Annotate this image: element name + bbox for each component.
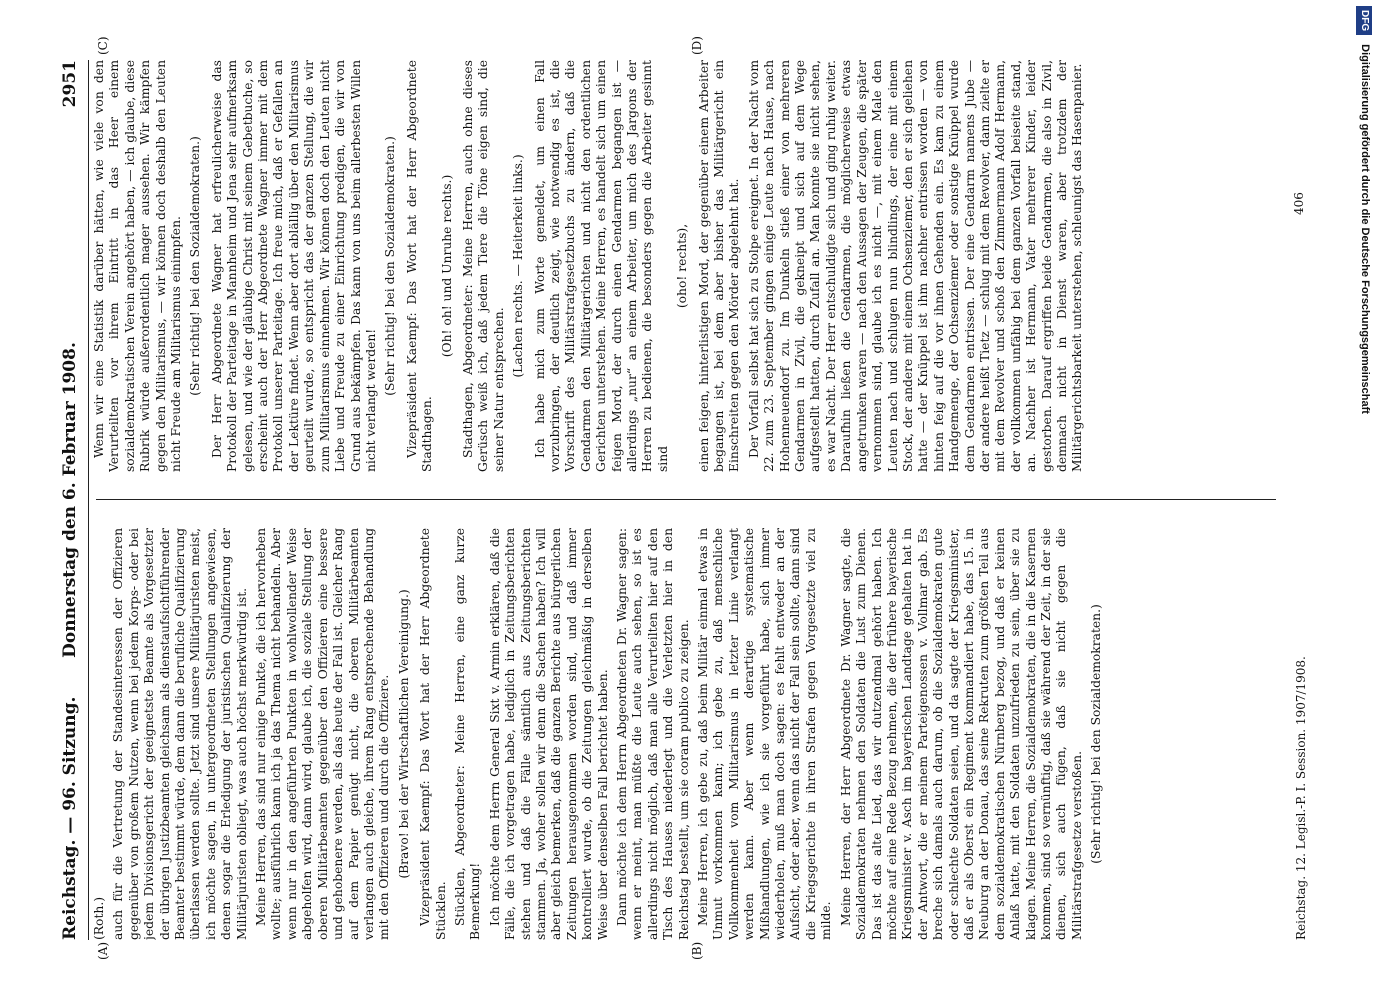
left-column-paragraph: (Roth.) xyxy=(92,896,106,940)
left-column-paragraph: Meine Herren, das sind nur einige Punkte, die ich hervorheben wollte; ausführlich kann ich ja das Thema nicht behandeln. Aber wenn nur in den angeführten Punkten in wohlwollender Weise abgeholfen wird, dann wird, glaube ich, die soziale Stellung der oberen Militärbeamten gegenüber den Offizieren eine bessere und gehobenere werden, als das heute der Fall ist. Gleicher Rang auf dem Papier genügt nicht, die oberen Militärbeamten verlangen auch gleiche, ihrem Rang entsprechende Behandlung mit den Offizieren und durch die Offiziere. xyxy=(254,528,392,940)
left-column xyxy=(92,528,1342,940)
left-column-paragraph: Ich möchte dem Herrn General Sixt v. Armin erklären, daß die Fälle, die ich vorgetragen habe, lediglich in Zeitungsberichten stehen und daß die Fälle sämtlich aus Zeitungsberichten stammen. Ja, woher sollen wir denn die Sachen haben? Ich will aber gleich bemerken, daß die ganzen Berichte aus bürgerlichen Zeitungen herausgenommen worden sind, und daß immer kontrolliert wurde, ob die Zeitungen gleichmäßig in derselben Weise über denselben Fall berichtet haben. xyxy=(487,528,610,940)
margin-mark-c: (C) xyxy=(96,36,110,55)
credit-strip xyxy=(1352,6,1378,996)
right-column-paragraph: (Sehr richtig! bei den Sozialdemokraten.) xyxy=(383,136,398,396)
right-column-paragraph: (Oh! oh! und Unruhe rechts.) xyxy=(439,174,454,358)
left-column-paragraph: auch für die Vertretung der Standesinteressen der Offizieren gegenüber von großem Nutzen, wenn bei jedem Korps- oder bei jedem Divisionsgericht der geeignetste Beamte als Vorgesetzter der übrigen Justizbeamten gleichsam als dienstaufsichtführender Beamter bestimmt würde, dem dann die berufliche Qualifizierung überlassen werden sollte. Jetzt sind unsere Militärjuristen meist, ich möchte sagen, in untergeordneten Stellungen angewiesen, denen sogar die Erledigung der juristischen Qualifizierung der Militärjuristen obliegt, was auch höchst merkwürdig ist. xyxy=(111,528,249,940)
right-column-paragraph: Vizepräsident Kaempf: Das Wort hat der Herr Abgeordnete Stadthagen. xyxy=(404,60,435,472)
right-column-paragraph: Der Herr Abgeordnete Wagner hat erfreulicherweise das Protokoll der Parteitage in Mannheim und Jena sehr aufmerksam gelesen, und wie der gläubige Christ mit seinem Gebetbuche, so erscheint auch der Herr Abgeordnete Wagner immer mit dem Protokoll unserer Parteitage. Ich freue mich, daß er Gefallen an der Lektüre findet. Wenn aber dort ablällig über den Militarismus geurteilt wurde, so entspricht das der ganzen Stellung, die wir zum Militarismus einnehmen. Wir können doch den Leuten nicht Liebe und Freude zu einer Einrichtung predigen, die wir von Grund aus bekämpfen. Das kann von uns beim allerbesten Willen nicht verlangt werden! xyxy=(209,60,378,472)
right-column-paragraph: (oho! rechts), xyxy=(675,223,690,309)
right-column-paragraph: Ich habe mich zum Worte gemeldet, um einen Fall vorzubringen, der deutlich zeigt, wie notwendig es ist, die Vorschrift des Militärstrafgesetzbuchs zu ändern, daß die Gendarmen den Militärgerichten und nicht den ordentlichen Gerichten unterstehen. Meine Herren, es handelt sich um einen feigen Mord, der durch einen Gendarmen begangen ist — allerdings „nur“ an einem Arbeiter, um mich des Jargons der Herren zu bedienen, die besonders gegen die Arbeiter gesinnt sind xyxy=(532,60,670,472)
left-column-paragraph: Meine Herren, der Herr Abgeordnete Dr. Wagner sagte, die Sozialdemokraten nehmen den Soldaten die Lust zum Dienen. Das ist das alte Lied, das wir dutzendmal gehört haben. Ich möchte auf eine Rede Bezug nehmen, die der frühere bayerische Kriegsminister v. Asch im bayerischen Landtage gehalten hat in der Antwort, die er meinem Parteigenossen v. Vollmar gab. Es breche sich damals auch darum, ob die Sozialdemokraten gute oder schlechte Soldaten seien, und da sagte der Kriegsminister, daß er als Oberst ein Regiment kommandiert habe, das 15. in Neuburg an der Donau, das seine Rekruten zum größten Teil aus dem sozialdemokratischen Nürnberg bezog, und daß er keinen Anlaß hatte, mit den Soldaten unzufrieden zu sein, über sie zu klagen. Meine Herren, die Sozialdemokraten, die in die Kasernen kommen, sind so vernünftig, daß sie während der Zeit, in der sie dienen, sich auch fügen, daß sie nicht gegen die Militärstrafgesetze verstoßen. xyxy=(838,528,1084,940)
column-divider xyxy=(96,499,1276,500)
header-left: Reichstag. — 96. Sitzung. xyxy=(60,696,80,940)
running-header xyxy=(52,60,89,940)
right-column-paragraph: Der Vorfall selbst hat sich zu Stolpe ereignet. In der Nacht vom 22. zum 23. September gingen einige Leute nach Hause, nach Hohenneuendorf zu. Im Dunkeln stieß einer von mehreren Gendarmen in Zivil, die gekneipt und sich auf dem Wege aufgestellt hatten, durch Zufall an. Man konnte sie nicht sehen, es war Nacht. Der Herr entschuldigte sich und ging ruhig weiter. Daraufhin ließen die Gendarmen, die möglicherweise etwas angetrunken waren — nach den Aussagen der Zeugen, die später vernommen sind, glaube ich es nicht —, mit einem Male den Leuten nach und schlugen nun blindlings, der eine mit einem Stock, der andere mit einem Ochsenziemer, den er sich geliehen hatte — der Knüppel ist ihm nachher entrissen worden — von hinten feig auf die vor ihnen Gehenden ein. Es kam zu einem Handgemenge, der Ochsenziemer oder sonstige Knüppel wurde dem Gendarmen entrissen. Der eine Gendarm namens Jube — der andere heißt Tietz — schlug mit dem Revolver, dann zielte er mit dem Revolver und schoß den Zimmermann Adolf Hermann, der vollkommen unfähig bei dem ganzen Vorfall beiseite stand, an. Nachher ist Hermann, Vater mehrerer Kinder, leider gestorben. Darauf ergriffen beide Gendarmen, die also in Zivil, demnach nicht in Dienst waren, aber trotzdem der Militärgerichtsbarkeit unterstehen, schleunigst das Hasenpanier. xyxy=(746,60,1085,472)
header-page-number: 2951 xyxy=(60,60,80,108)
footer-session: Reichstag. 12. Legisl.-P. I. Session. 1907/1908. xyxy=(1294,656,1308,940)
footer-page-number: 406 xyxy=(1292,192,1306,215)
right-column-paragraph: Wenn wir eine Statistik darüber hätten, wie viele von den Verurteilten vor ihrem Eintritt in das Heer einem sozialdemokratischen Verein angehört haben, — ich glaube, diese Rubrik würde außerordentlich mager aussehen. Wir kämpfen gegen den Militarismus, — wir können doch deshalb den Leuten nicht Freude am Militarismus einimpfen. xyxy=(92,60,184,472)
header-center: Donnerstag den 6. Februar 1908. xyxy=(60,342,80,658)
left-column-paragraph: (Sehr richtig! bei den Sozialdemokraten.) xyxy=(1089,604,1104,864)
margin-mark-b: (B) xyxy=(690,941,704,960)
right-column-paragraph: einen feigen, hinterlistigen Mord, der gegenüber einem Arbeiter begangen ist, bei dem aber bisher das Militärgericht ein Einschreiten gegen den Mörder abgelehnt hat. xyxy=(696,60,742,472)
left-column-paragraph: Dann möchte ich dem Herrn Abgeordneten Dr. Wagner sagen: wenn er meint, man müßte die Leute auch sehen, so ist es allerdings nicht möglich, daß man alle Verurteilten hier auf den Tisch des Hauses niederlegt und die Verletzten hier in den Reichstag bestellt, um sie coram publico zu zeigen. xyxy=(615,528,691,940)
margin-mark-a: (A) xyxy=(96,941,110,960)
margin-mark-d: (D) xyxy=(690,36,704,55)
right-column-paragraph: (Sehr richtig! bei den Sozialdemokraten.) xyxy=(188,136,203,396)
left-column-paragraph: Meine Herren, ich gebe zu, daß beim Militär einmal etwas in Unmut vorkommen kann; ich gebe zu, daß menschliche Vollkommenheit vom Militarismus in letzter Linie verlangt werden kann. Aber wenn derartige systematische Mißhandlungen, wie ich sie vorgeführt habe, sich immer wiederholen, muß man doch sagen: es fehlt entweder an der Aufsicht, oder aber, wenn das nicht der Fall sein sollte, dann sind die Kriegsgerichte in ihren Strafen gegen Vorgesetzte viel zu milde. xyxy=(696,528,834,940)
left-column-paragraph: Vizepräsident Kaempf: Das Wort hat der Herr Abgeordnete Stücklen. xyxy=(418,528,448,940)
dfg-logo: DFG xyxy=(1356,6,1372,35)
right-column-paragraph: (Lachen rechts. — Heiterkeit links.) xyxy=(511,154,526,378)
right-column-paragraph: Stadthagen, Abgeordneter: Meine Herren, auch ohne dieses Gerüsch weiß ich, daß jedem Tiere die Töne eigen sind, die seiner Natur entsprechen. xyxy=(460,60,506,472)
left-column-paragraph: Stücklen, Abgeordneter: Meine Herren, eine ganz kurze Bemerkung! xyxy=(452,528,483,940)
credit-text: Digitalisierung gefördert durch die Deutsche Forschungsgemeinschaft xyxy=(1359,44,1371,414)
left-column-paragraph: (Bravo! bei der Wirtschaftlichen Vereinigung.) xyxy=(396,589,411,879)
right-column xyxy=(92,60,1342,472)
